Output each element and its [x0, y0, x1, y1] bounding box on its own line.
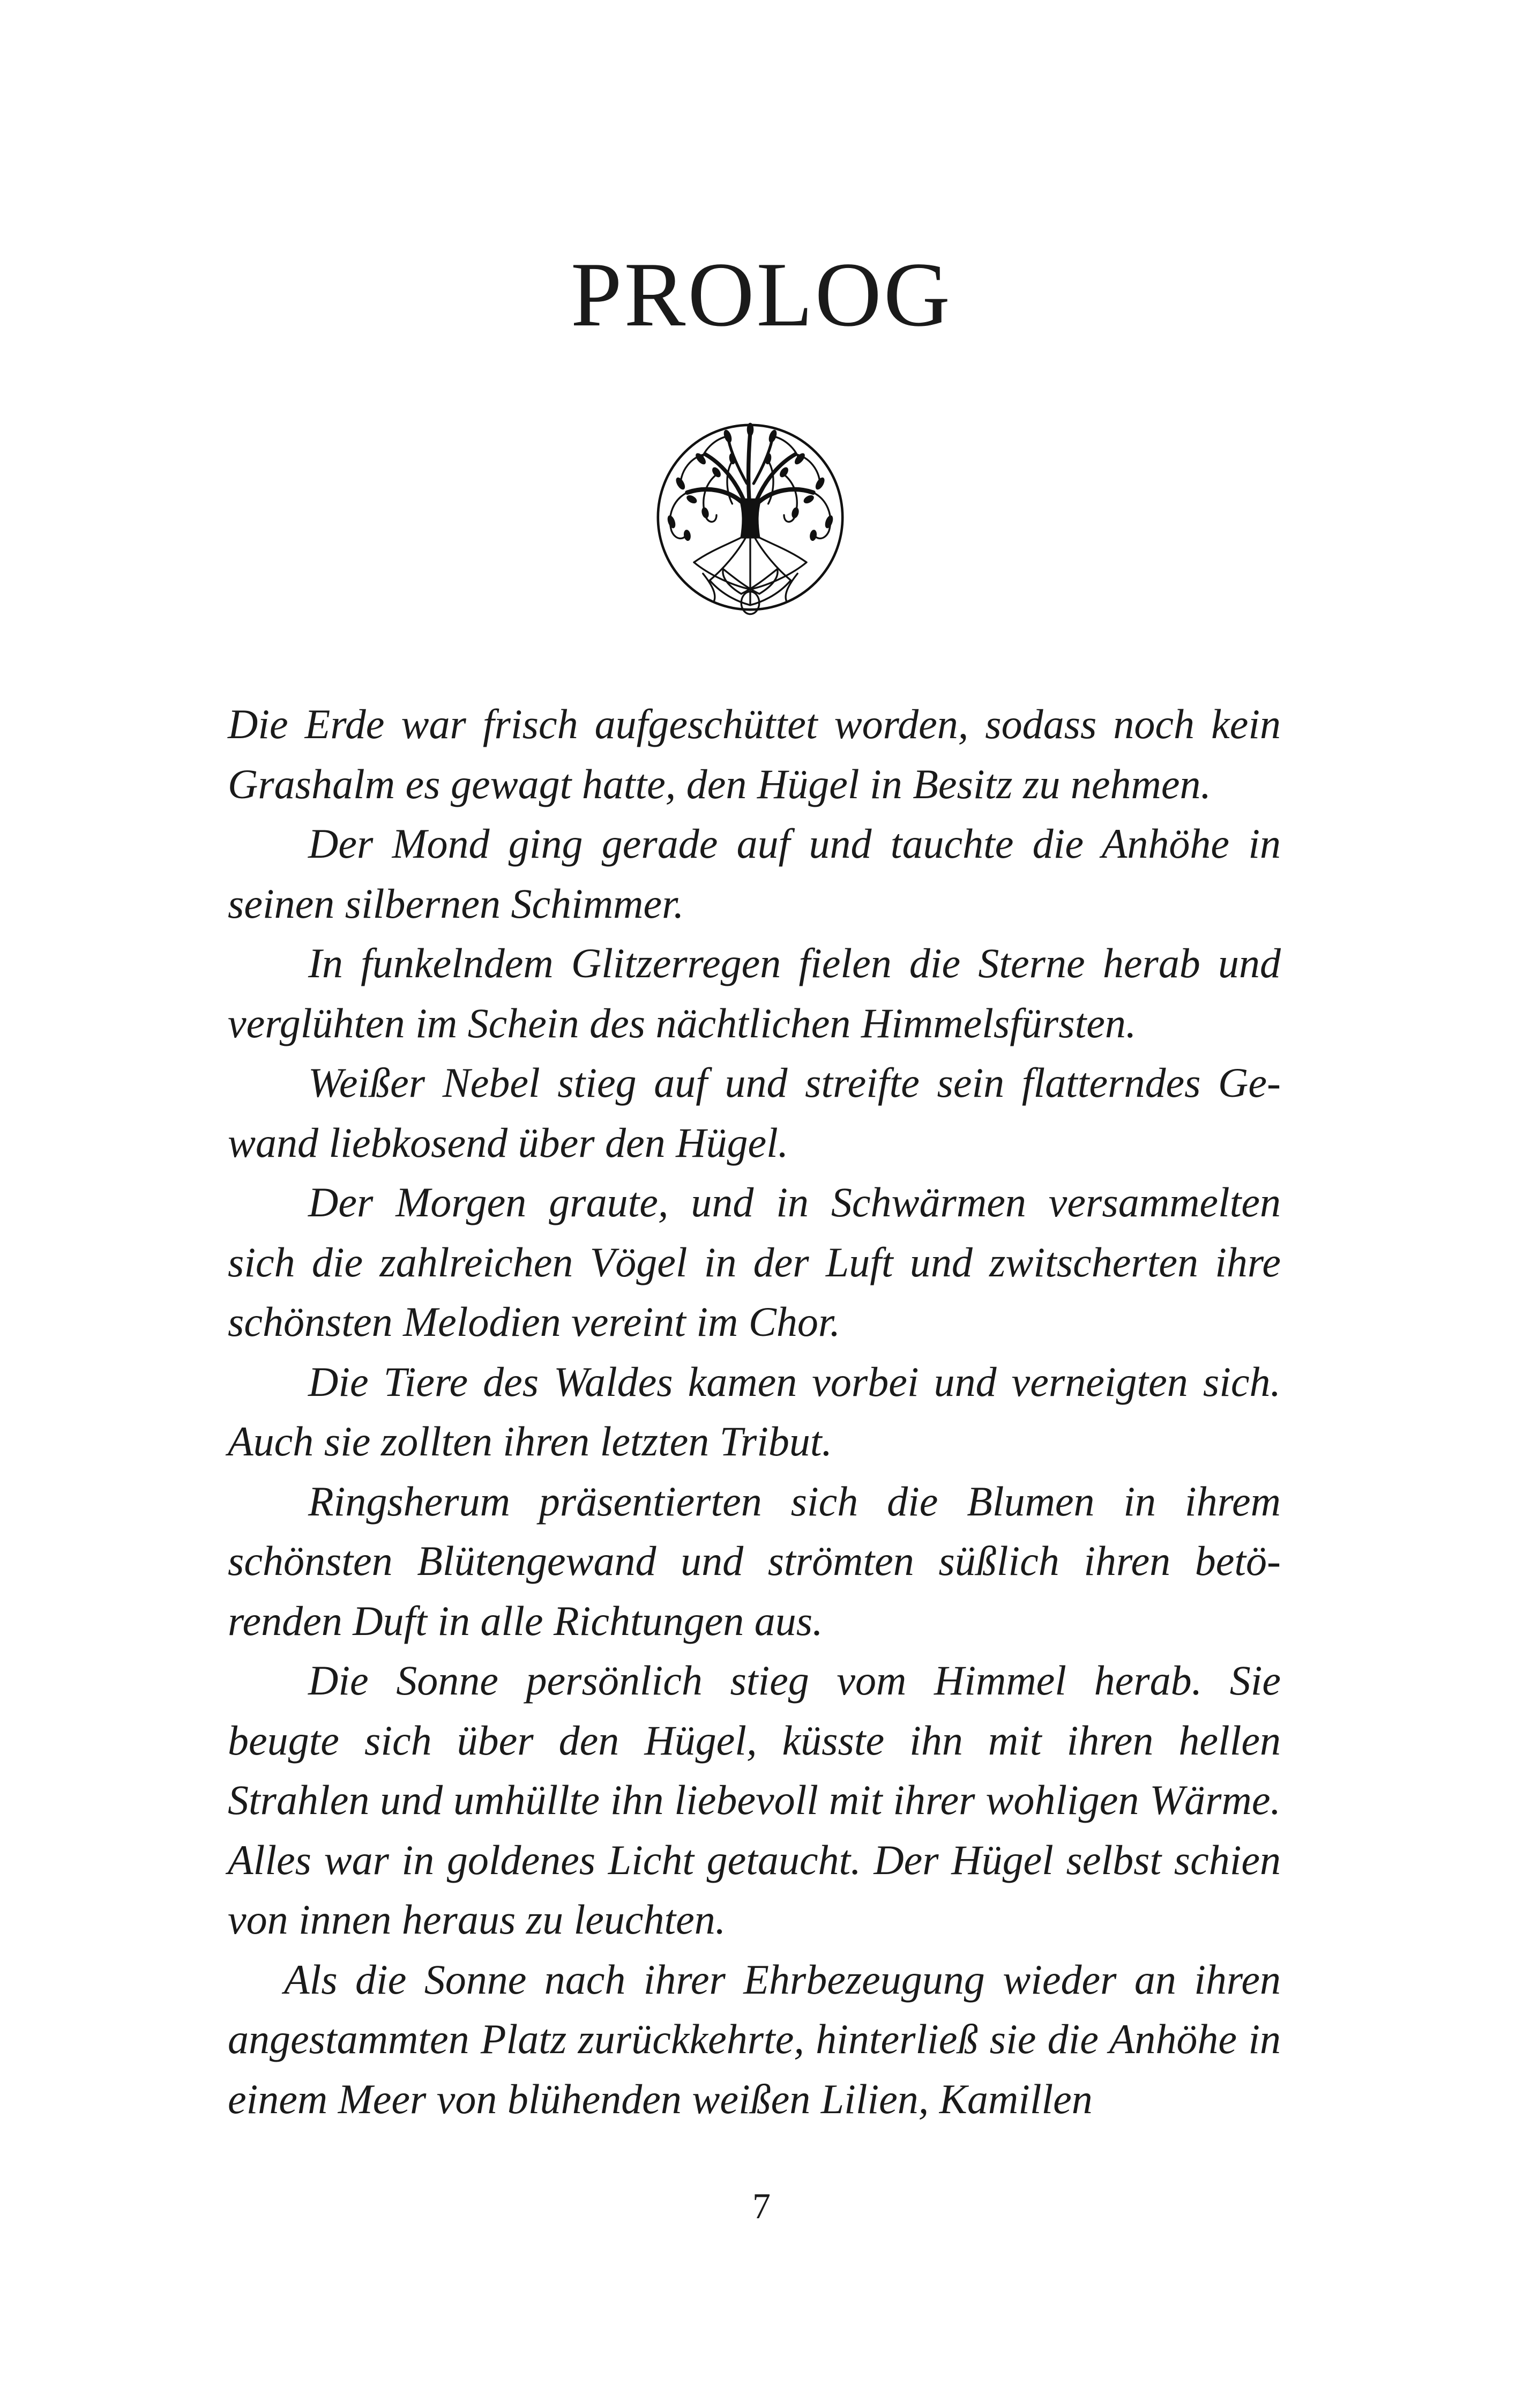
- prologue-text: [228, 694, 1281, 2129]
- paragraph: In funkelndem Glitzerregen fielen die Sterne herab und verglühten im Schein des nächtlichen Himmelsfürsten.: [228, 940, 1281, 1046]
- paragraph: Die Sonne persönlich stieg vom Himmel herab. Sie beugte sich über den Hügel, küsste ihn mit ihren hellen Strahlen und umhüllte ihn liebevoll mit ihrer wohligen Wärme. Alles war in goldenes Licht getaucht. Der Hügel selbst schien von innen heraus zu leuchten.: [228, 1657, 1281, 1943]
- paragraph: Die Tiere des Waldes kamen vorbei und verneigten sich. Auch sie zollten ihren letzten Tribut.: [228, 1358, 1281, 1465]
- paragraph: Die Erde war frisch aufgeschüttet worden, sodass noch kein Grashalm es gewagt hatte, den Hügel in Besitz zu nehmen.: [228, 701, 1281, 807]
- tree-of-life-icon: [638, 405, 863, 630]
- paragraph: Ringsherum präsentierten sich die Blumen in ihrem schönsten Blütengewand und strömten süßlich ihren betörenden Duft in alle Richtungen aus.: [228, 1477, 1281, 1644]
- paragraph: Der Mond ging gerade auf und tauchte die Anhöhe in seinen silbernen Schimmer.: [228, 820, 1281, 927]
- page-number: 7: [752, 2186, 771, 2226]
- chapter-title: PROLOG: [570, 244, 953, 346]
- paragraph: Der Morgen graute, und in Schwärmen versammelten sich die zahlreichen Vögel in der Luft und zwitscherten ihre schönsten Melodien vereint im Chor.: [228, 1179, 1281, 1345]
- paragraph: Als die Sonne nach ihrer Ehrbezeugung wieder an ihren angestammten Platz zurückkehrte, hinterließ sie die Anhöhe in einem Meer von blühenden weißen Lilien, Kamillen: [228, 1956, 1281, 2122]
- paragraph: Weißer Nebel stieg auf und streifte sein flatterndes Gewand liebkosend über den Hügel.: [228, 1059, 1281, 1166]
